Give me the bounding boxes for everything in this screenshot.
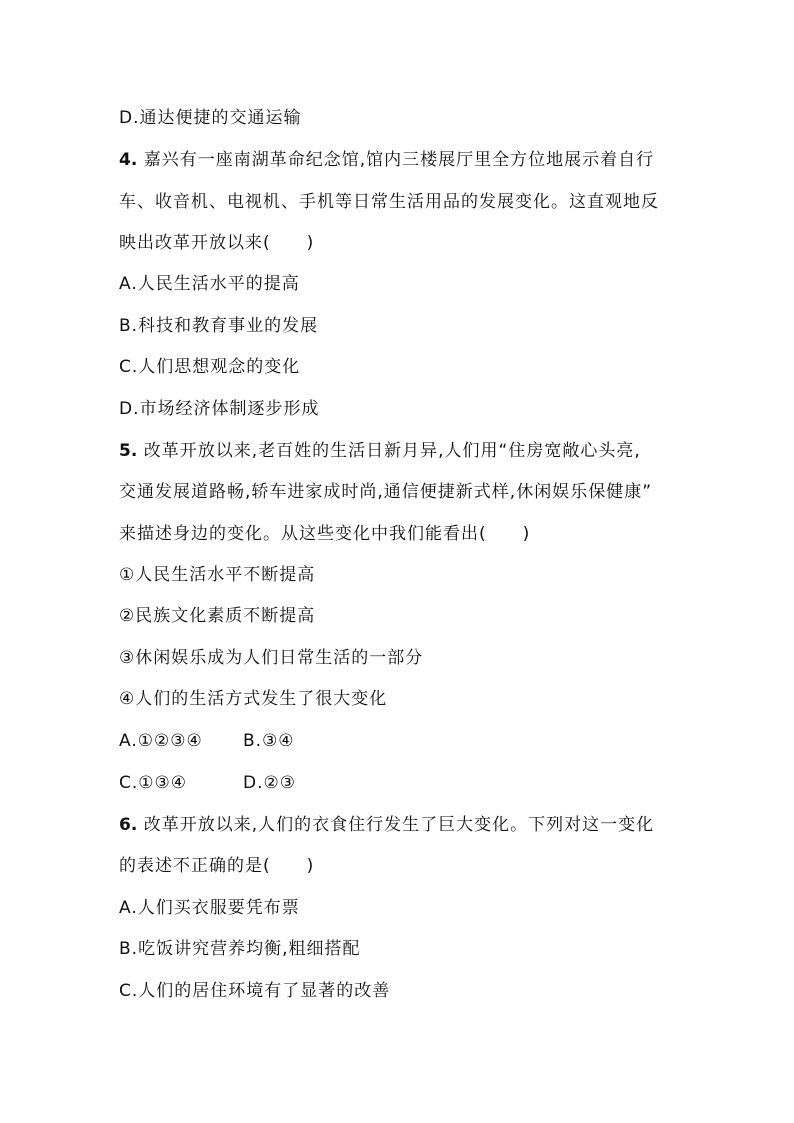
q6-option-c: C.人们的居住环境有了显著的改善 — [119, 981, 391, 1001]
q6-number: 6. — [119, 815, 138, 835]
q4-stem-line-2: 车、收音机、电视机、手机等日常生活用品的发展变化。这直观地反 — [119, 192, 659, 212]
q5-option-d: D.②③ — [243, 773, 296, 793]
q5-statement-3: ③休闲娱乐成为人们日常生活的一部分 — [119, 648, 424, 668]
q5-number: 5. — [119, 441, 138, 461]
q6-stem-line-1: 6. 改革开放以来,人们的衣食住行发生了巨大变化。下列对这一变化 — [119, 815, 655, 835]
q5-statement-1: ①人民生活水平不断提高 — [119, 565, 316, 585]
q5-statement-4: ④人们的生活方式发生了很大变化 — [119, 689, 388, 709]
q4-option-d: D.市场经济体制逐步形成 — [119, 399, 320, 419]
q5-option-c: C.①③④ — [119, 773, 187, 793]
q6-stem-line-2: 的表述不正确的是( ) — [119, 856, 315, 876]
q4-stem-line-3: 映出改革开放以来( ) — [119, 233, 315, 253]
q3-option-d: D.通达便捷的交通运输 — [119, 108, 302, 128]
q6-option-b: B.吃饭讲究营养均衡,粗细搭配 — [119, 939, 361, 959]
q5-statement-2: ②民族文化素质不断提高 — [119, 606, 316, 626]
q5-stem-line-1: 5. 改革开放以来,老百姓的生活日新月异,人们用“住房宽敞心头亮, — [119, 441, 641, 461]
q5-option-a: A.①②③④ — [119, 731, 203, 751]
q5-stem-line-3: 来描述身边的变化。从这些变化中我们能看出( ) — [119, 524, 531, 544]
q4-option-b: B.科技和教育事业的发展 — [119, 316, 319, 336]
q4-stem-line-1: 4. 嘉兴有一座南湖革命纪念馆,馆内三楼展厅里全方位地展示着自行 — [119, 150, 655, 170]
q4-number: 4. — [119, 150, 138, 170]
q4-option-a: A.人民生活水平的提高 — [119, 274, 300, 294]
q4-option-c: C.人们思想观念的变化 — [119, 357, 301, 377]
q5-option-b: B.③④ — [243, 731, 295, 751]
q5-options-row-2 — [119, 772, 296, 794]
q6-option-a: A.人们买衣服要凭布票 — [119, 898, 300, 918]
q5-options-row-1 — [119, 730, 295, 752]
q5-stem-line-2: 交通发展道路畅,轿车进家成时尚,通信便捷新式样,休闲娱乐保健康” — [119, 482, 653, 502]
